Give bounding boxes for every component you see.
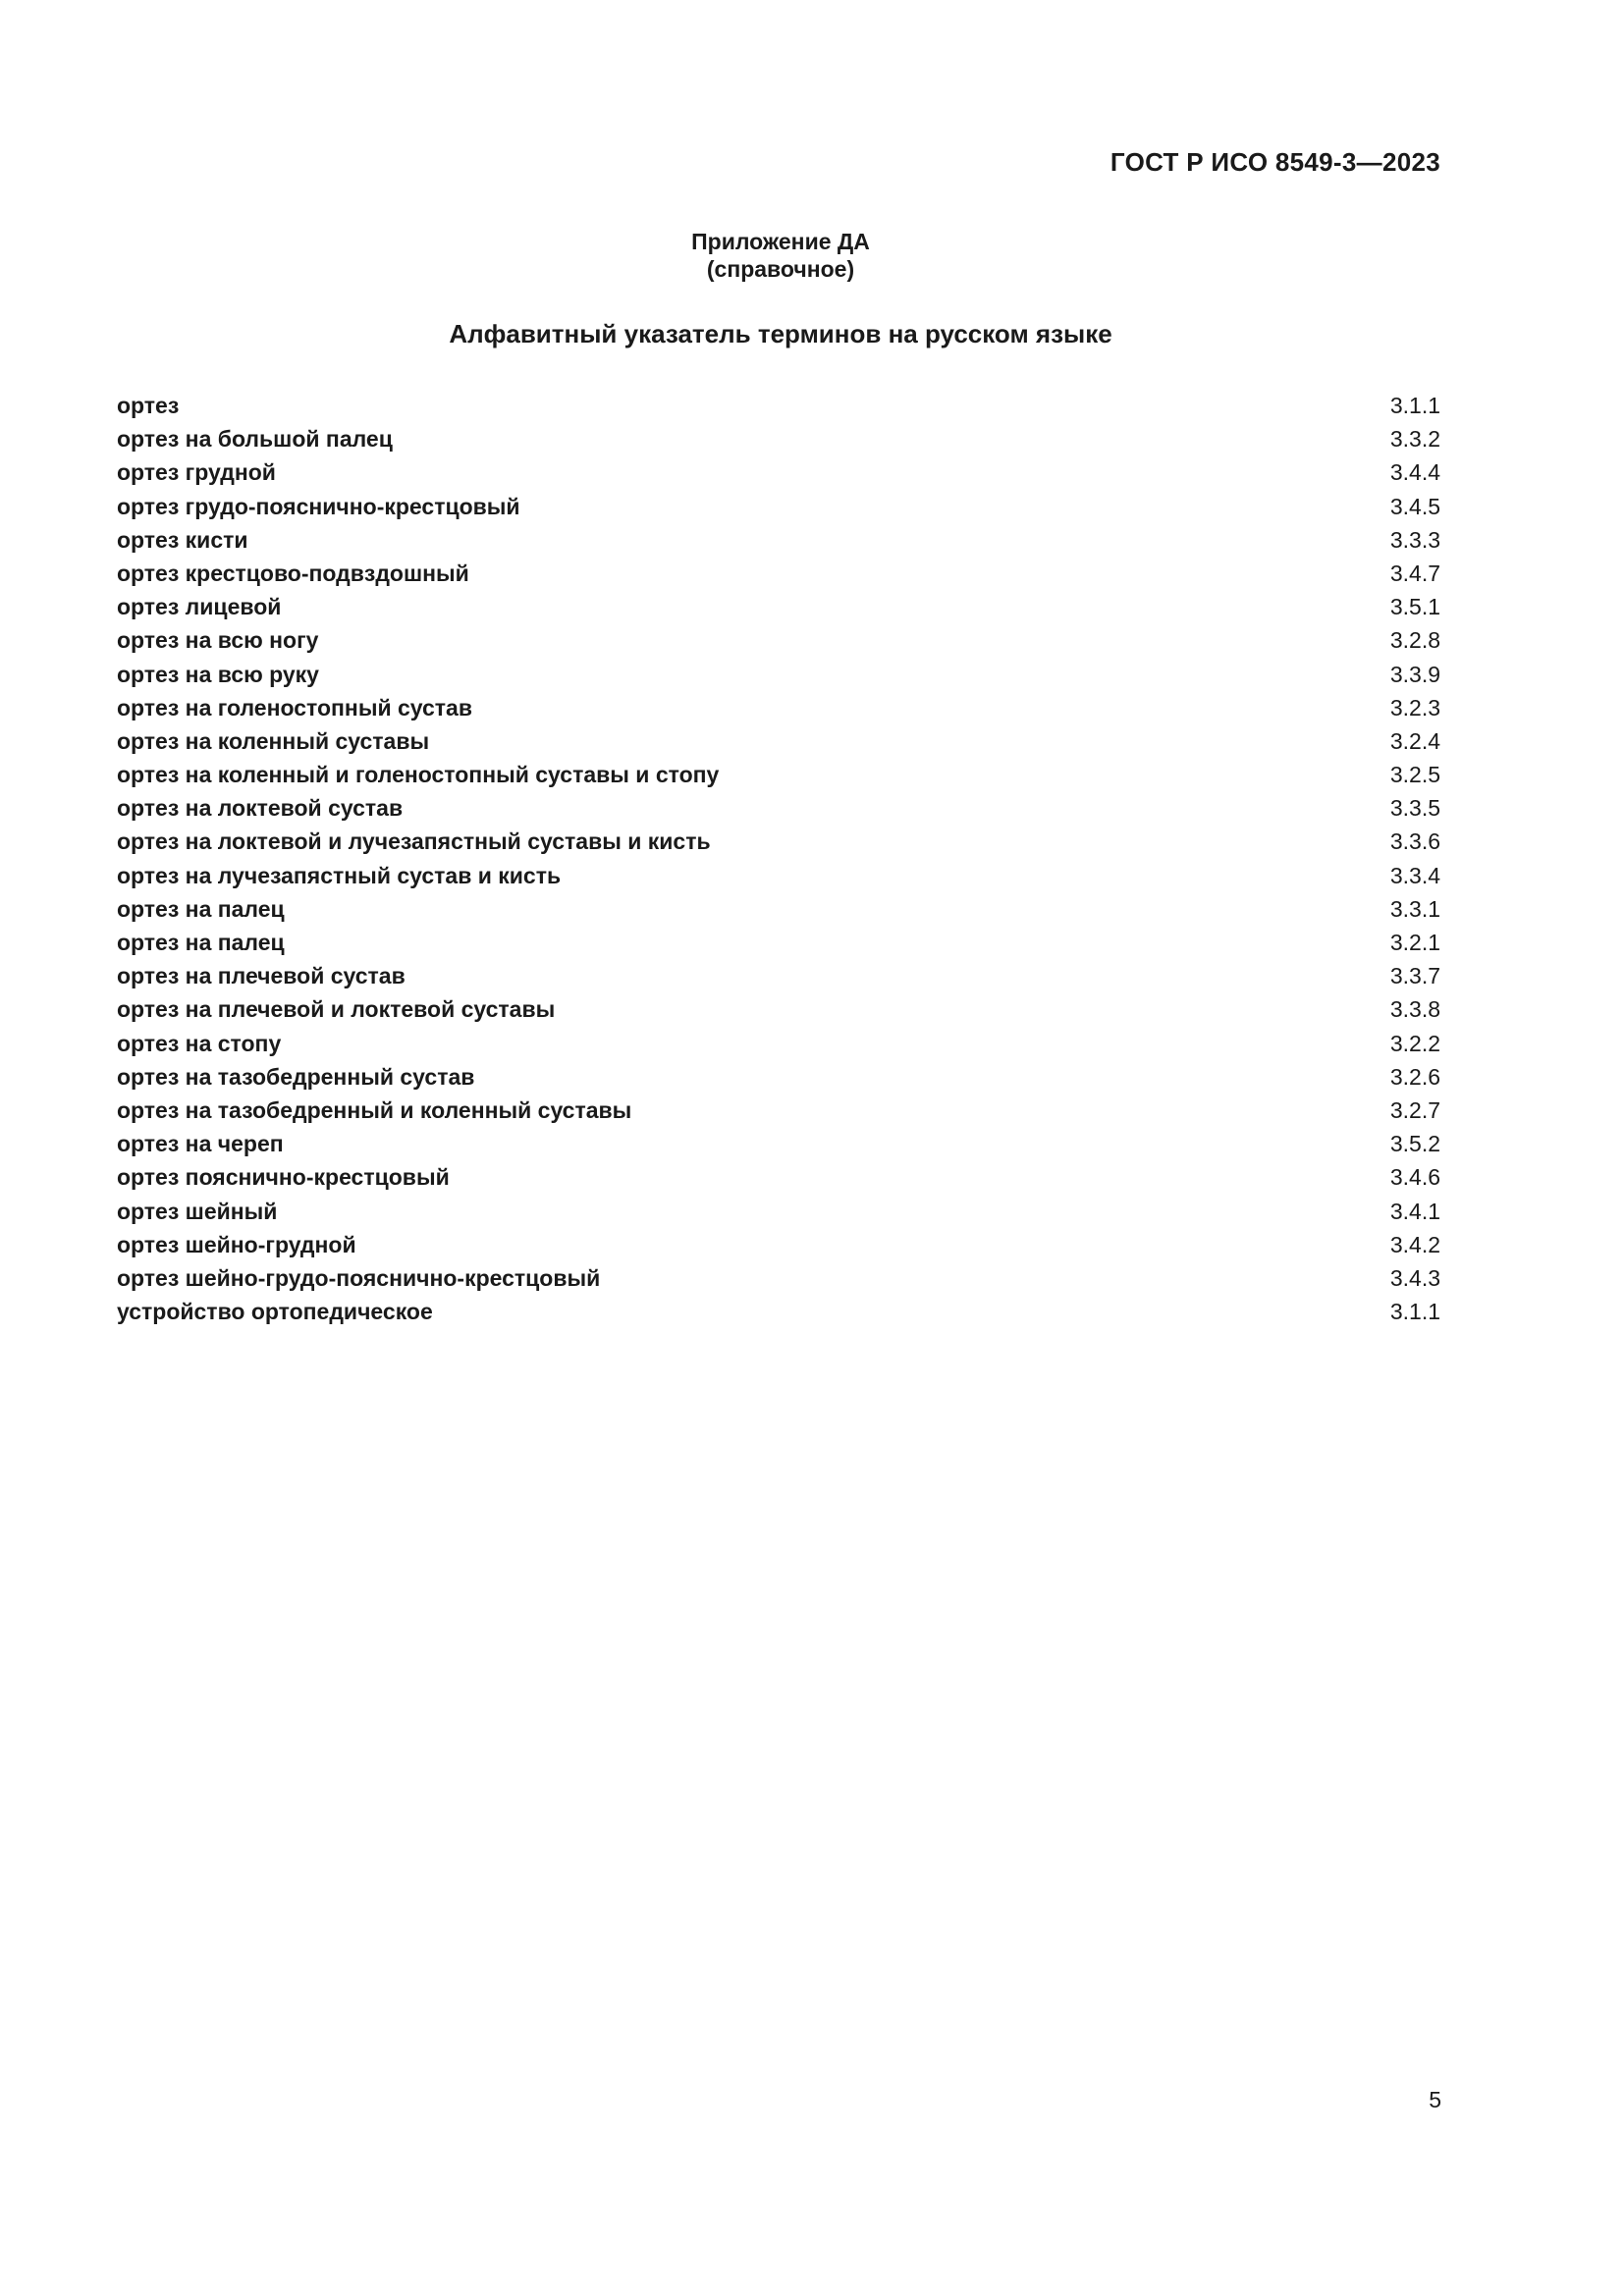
index-entry — [117, 590, 1440, 623]
index-entry — [117, 691, 1440, 724]
index-entry — [117, 623, 1440, 657]
index-entry — [117, 658, 1440, 691]
index-term: ортез шейно-грудо-пояснично-крестцовый — [117, 1264, 601, 1291]
index-reference: 3.2.4 — [1389, 727, 1440, 754]
index-entry — [117, 455, 1440, 489]
index-reference: 3.2.2 — [1389, 1030, 1440, 1056]
index-entry — [117, 892, 1440, 926]
page-number: 5 — [1429, 2087, 1441, 2112]
index-entry — [117, 825, 1440, 858]
index-reference: 3.4.5 — [1389, 493, 1440, 519]
index-entry — [117, 926, 1440, 959]
index-entry — [117, 724, 1440, 758]
index-entry — [117, 1295, 1440, 1328]
index-entry — [117, 557, 1440, 590]
index-term: ортез на плечевой и локтевой суставы — [117, 996, 556, 1023]
index-entry — [117, 1228, 1440, 1261]
index-term: ортез лицевой — [117, 594, 282, 620]
index-entry — [117, 1027, 1440, 1060]
index-term: ортез на локтевой сустав — [117, 795, 404, 822]
index-reference: 3.3.1 — [1389, 895, 1440, 922]
index-reference: 3.4.3 — [1389, 1264, 1440, 1291]
index-term: устройство ортопедическое — [117, 1299, 433, 1325]
index-term: ортез на всю руку — [117, 661, 319, 687]
index-term: ортез на большой палец — [117, 426, 393, 453]
index-reference: 3.1.1 — [1389, 1299, 1440, 1325]
index-reference: 3.5.2 — [1389, 1131, 1440, 1157]
index-reference: 3.2.1 — [1389, 930, 1440, 955]
index-term: ортез на всю ногу — [117, 627, 319, 654]
index-entry — [117, 1060, 1440, 1094]
index-entry — [117, 490, 1440, 523]
index-reference: 3.4.7 — [1389, 560, 1440, 586]
index-reference: 3.4.1 — [1389, 1198, 1440, 1224]
annex-subtitle: (справочное) — [706, 256, 855, 282]
index-reference: 3.3.3 — [1389, 526, 1440, 553]
index-reference: 3.3.4 — [1389, 862, 1440, 888]
index-reference: 3.3.8 — [1389, 996, 1440, 1023]
index-reference: 3.4.6 — [1389, 1164, 1440, 1191]
index-entry — [117, 1094, 1440, 1127]
index-reference: 3.3.9 — [1389, 661, 1440, 687]
index-reference: 3.2.6 — [1389, 1063, 1440, 1090]
index-title: Алфавитный указатель терминов на русском языке — [449, 319, 1112, 348]
index-entry — [117, 859, 1440, 892]
index-term: ортез на череп — [117, 1131, 284, 1157]
index-term: ортез кисти — [117, 526, 248, 553]
index-term: ортез на тазобедренный и коленный суставы — [117, 1096, 632, 1123]
index-entry — [117, 959, 1440, 992]
index-term: ортез — [117, 393, 180, 418]
index-term: ортез на голеностопный сустав — [117, 694, 472, 721]
index-term: ортез на коленный и голеностопный суставы и стопу — [117, 762, 720, 788]
index-entry — [117, 389, 1440, 422]
index-reference: 3.3.5 — [1389, 795, 1440, 822]
index-term: ортез на палец — [117, 930, 285, 955]
index-entry — [117, 1127, 1440, 1160]
index-reference: 3.2.3 — [1389, 694, 1440, 721]
index-term: ортез на плечевой сустав — [117, 963, 406, 989]
index-term: ортез на коленный суставы — [117, 727, 430, 754]
index-entry — [117, 422, 1440, 455]
index-entry — [117, 523, 1440, 557]
index-reference: 3.2.5 — [1389, 762, 1440, 788]
document-code: ГОСТ Р ИСО 8549-3—2023 — [1110, 147, 1440, 177]
index-entry — [117, 1160, 1440, 1194]
index-term: ортез на лучезапястный сустав и кисть — [117, 862, 562, 888]
index-term: ортез на тазобедренный сустав — [117, 1063, 475, 1090]
index-entry — [117, 758, 1440, 791]
index-reference: 3.2.8 — [1389, 627, 1440, 654]
index-reference: 3.4.4 — [1389, 459, 1440, 486]
annex-title: Приложение ДА — [691, 229, 870, 254]
index-reference: 3.3.2 — [1389, 426, 1440, 453]
index-term: ортез на палец — [117, 895, 285, 922]
index-term: ортез грудной — [117, 459, 276, 486]
index-reference: 3.3.7 — [1389, 963, 1440, 989]
index-term: ортез на стопу — [117, 1030, 282, 1056]
index-term: ортез грудо-пояснично-крестцовый — [117, 493, 520, 519]
index-term: ортез на локтевой и лучезапястный суставы и кисть — [117, 828, 711, 855]
index-reference: 3.1.1 — [1389, 393, 1440, 418]
index-reference: 3.2.7 — [1389, 1096, 1440, 1123]
index-entry — [117, 791, 1440, 825]
index-term: ортез крестцово-подвздошный — [117, 560, 469, 586]
index-reference: 3.3.6 — [1389, 828, 1440, 855]
term-index-list — [117, 389, 1440, 1328]
index-term: ортез шейно-грудной — [117, 1231, 356, 1257]
index-term: ортез пояснично-крестцовый — [117, 1164, 450, 1191]
index-reference: 3.4.2 — [1389, 1231, 1440, 1257]
annex-heading — [0, 228, 1561, 283]
index-entry — [117, 992, 1440, 1026]
index-entry — [117, 1261, 1440, 1295]
index-term: ортез шейный — [117, 1198, 278, 1224]
index-reference: 3.5.1 — [1389, 594, 1440, 620]
index-entry — [117, 1195, 1440, 1228]
